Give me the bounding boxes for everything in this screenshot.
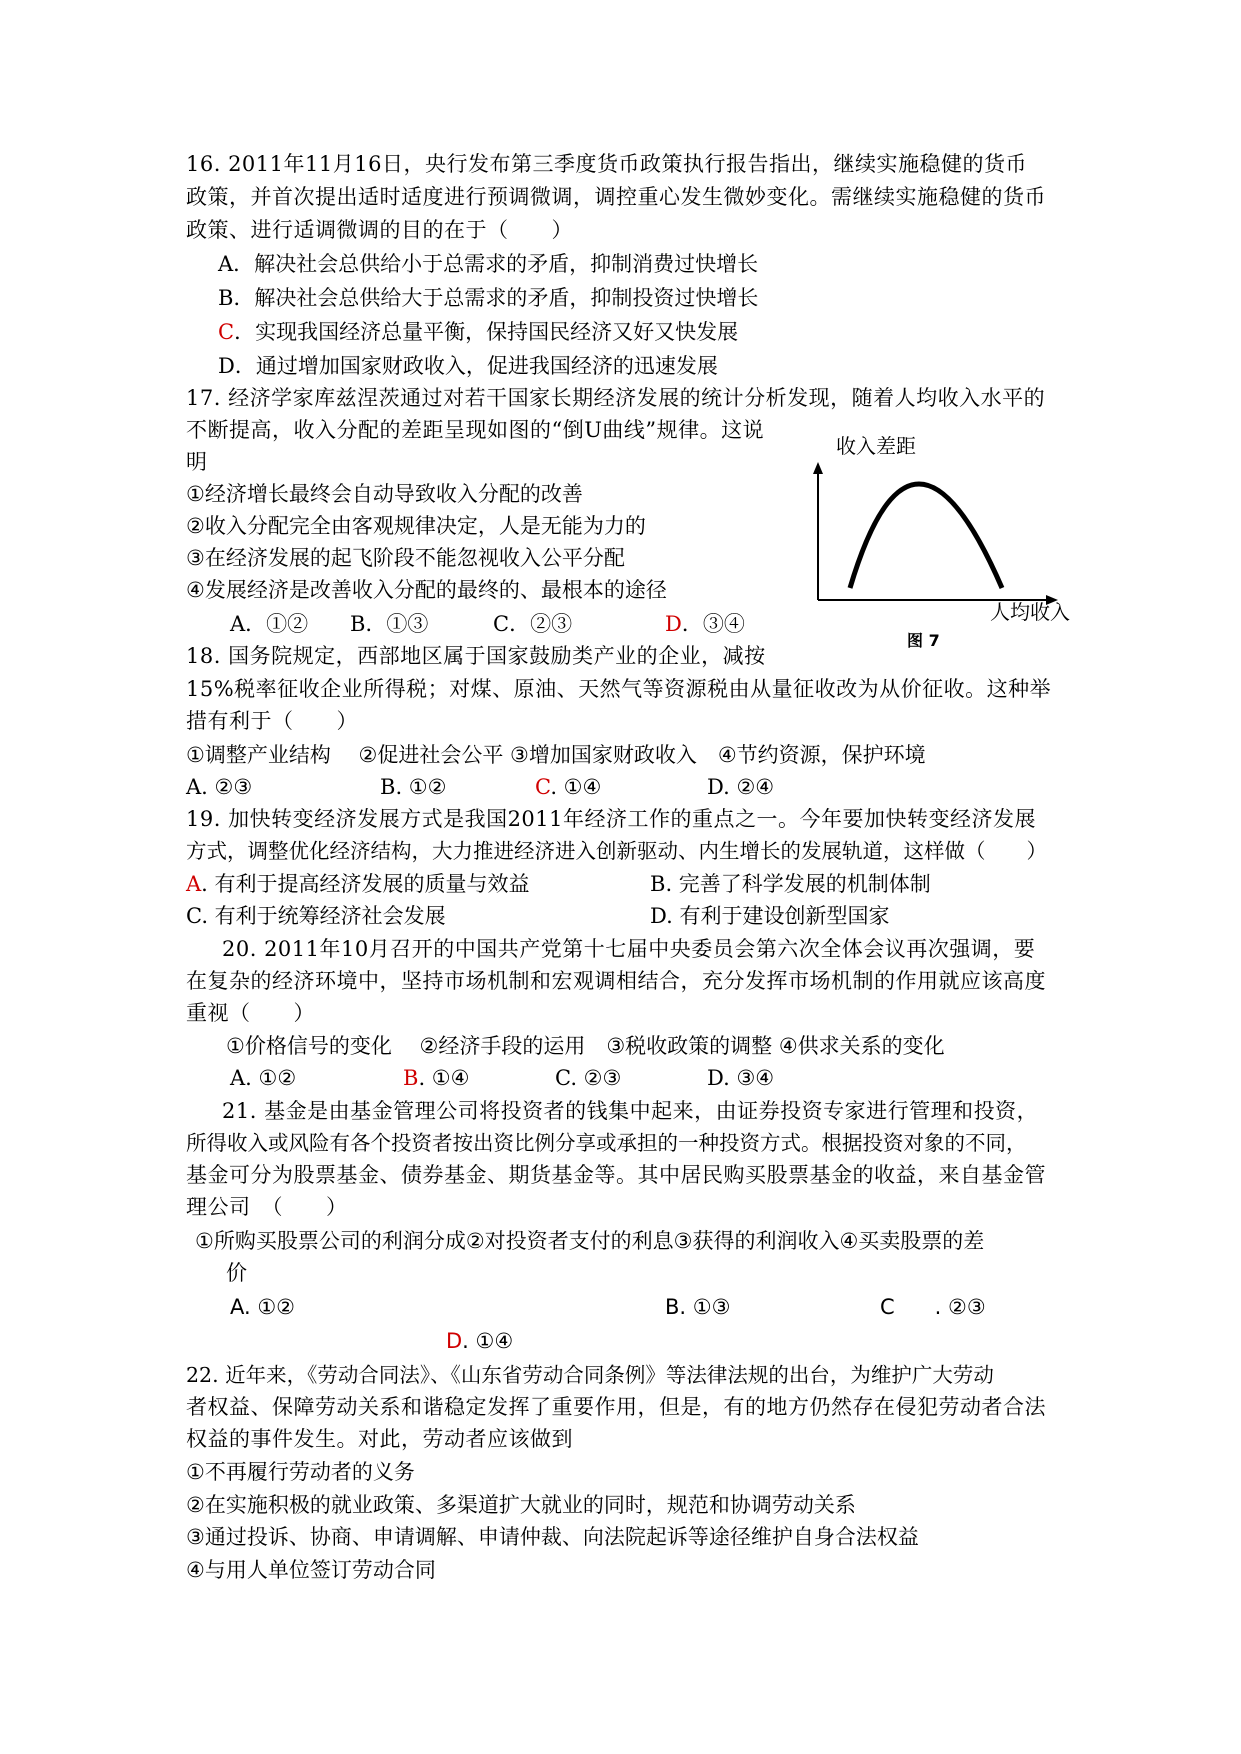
q19-option-b — [650, 868, 931, 900]
option-text: . ①② — [244, 1295, 296, 1319]
q18-statements: ①调整产业结构 ②促进社会公平 ③增加国家财政收入 ④节约资源，保护环境 — [186, 743, 926, 767]
q17-statement-1: ①经济增长最终会自动导致收入分配的改善 — [186, 482, 583, 506]
option-text: . 有利于提高经济发展的质量与效益 — [201, 872, 530, 896]
q16-option-c — [218, 316, 738, 348]
x-axis-label: 人均收入 — [990, 600, 1070, 624]
option-letter: D — [218, 354, 235, 378]
q21-statements-line-2: 价 — [226, 1261, 247, 1285]
q19-option-d — [650, 900, 889, 932]
option-letter: A — [186, 775, 202, 799]
q16-stem-line-1: 16. 2011年11月16日，央行发布第三季度货币政策执行报告指出，继续实施稳健的货币 — [186, 152, 1027, 176]
q22-statement-4: ④与用人单位签订劳动合同 — [186, 1558, 436, 1582]
q22-stem-line-2: 者权益、保障劳动关系和谐稳定发挥了重要作用，但是，有的地方仍然存在侵犯劳动者合法 — [186, 1395, 1046, 1419]
q17-option-c — [493, 608, 572, 640]
q20-option-b — [403, 1062, 469, 1094]
q17-statement-3: ③在经济发展的起飞阶段不能忽视收入公平分配 — [186, 546, 625, 570]
q16-option-d — [218, 350, 718, 382]
q22-stem-line-3: 权益的事件发生。对此，劳动者应该做到 — [186, 1427, 573, 1451]
q18-option-a — [186, 771, 252, 803]
option-letter: A — [230, 1295, 244, 1319]
option-text: . ③④ — [723, 1066, 775, 1090]
q21-option-c — [880, 1291, 986, 1323]
option-text: . ①④ — [550, 775, 602, 799]
option-text: ．②③ — [509, 612, 573, 636]
option-letter: C — [880, 1295, 895, 1319]
option-letter: C — [493, 612, 510, 636]
q19-option-a — [186, 868, 530, 900]
q17-stem-line-1: 17. 经济学家库兹涅茨通过对若干国家长期经济发展的统计分析发现，随着人均收入水平的 — [186, 386, 1046, 410]
figure-caption: 图 7 — [907, 631, 940, 650]
q17-stem-line-3: 明 — [186, 450, 208, 474]
q16-stem-line-3: 政策、进行适调微调的目的在于（ ） — [186, 218, 573, 242]
q17-option-a — [230, 608, 308, 640]
option-text: . ②③ — [570, 1066, 622, 1090]
q22-statement-3: ③通过投诉、协商、申请调解、申请仲裁、向法院起诉等途径维护自身合法权益 — [186, 1525, 919, 1549]
option-text: . ①② — [395, 775, 447, 799]
q22-statement-2: ②在实施积极的就业政策、多渠道扩大就业的同时，规范和协调劳动关系 — [186, 1493, 856, 1517]
q20-stem-line-2: 在复杂的经济环境中，坚持市场机制和宏观调相结合，充分发挥市场机制的作用就应该高度 — [186, 969, 1046, 993]
q21-stem-line-2: 所得收入或风险有各个投资者按出资比例分享或承担的一种投资方式。根据投资对象的不同， — [186, 1131, 1027, 1155]
option-letter-answer: C — [218, 320, 235, 344]
option-letter: B — [380, 775, 396, 799]
q21-statements-line-1: ①所购买股票公司的利润分成②对投资者支付的利息③获得的利润收入④买卖股票的差 — [195, 1229, 985, 1253]
q17-statement-4: ④发展经济是改善收入分配的最终的、最根本的途径 — [186, 578, 667, 602]
q18-stem-line-2: 15%税率征收企业所得税；对煤、原油、天然气等资源税由从量征收改为从价征收。这种举 — [186, 677, 1052, 701]
q18-option-b — [380, 771, 446, 803]
option-text: . ①④ — [462, 1329, 514, 1353]
option-letter-answer: D — [446, 1329, 463, 1353]
option-text: ．解决社会总供给大于总需求的矛盾，抑制投资过快增长 — [233, 286, 759, 310]
q18-option-d — [707, 771, 774, 803]
q20-option-d — [707, 1062, 774, 1094]
option-letter: D — [707, 775, 724, 799]
q21-stem-line-4: 理公司 （ ） — [186, 1195, 348, 1219]
y-axis-arrow — [813, 462, 823, 474]
q19-option-c — [186, 900, 446, 932]
option-text: . ②③ — [201, 775, 253, 799]
inverted-u-curve — [850, 484, 1002, 588]
option-letter: A — [230, 612, 246, 636]
q21-option-d — [446, 1325, 513, 1357]
option-letter: A — [230, 1066, 246, 1090]
q20-option-c — [555, 1062, 621, 1094]
option-text: ．③④ — [681, 612, 745, 636]
option-text: ．①③ — [365, 612, 429, 636]
option-text: . 有利于统筹经济社会发展 — [201, 904, 446, 928]
figure-7 — [812, 434, 1077, 650]
q21-option-b — [665, 1291, 730, 1323]
option-text: . 有利于建设创新型国家 — [666, 904, 890, 928]
option-letter: B — [350, 612, 366, 636]
option-text: . ①④ — [418, 1066, 470, 1090]
option-text: ．解决社会总供给小于总需求的矛盾，抑制消费过快增长 — [233, 252, 759, 276]
q16-option-b — [218, 282, 758, 314]
option-letter: D — [707, 1066, 724, 1090]
option-letter-answer: B — [403, 1066, 419, 1090]
option-letter-answer: D — [665, 612, 682, 636]
option-letter: C — [555, 1066, 571, 1090]
q21-stem-line-1: 21. 基金是由基金管理公司将投资者的钱集中起来，由证券投资专家进行管理和投资， — [222, 1099, 1039, 1123]
q20-statements: ①价格信号的变化 ②经济手段的运用 ③税收政策的调整 ④供求关系的变化 — [226, 1034, 945, 1058]
q19-stem-line-2: 方式，调整优化经济结构，大力推进经济进入创新驱动、内生增长的发展轨道，这样做（ ） — [186, 839, 1047, 863]
q17-stem-line-2: 不断提高，收入分配的差距呈现如图的“倒U曲线”规律。这说 — [186, 418, 765, 442]
q17-option-d — [665, 608, 745, 640]
q17-statement-2: ②收入分配完全由客观规律决定，人是无能为力的 — [186, 514, 646, 538]
option-text: . 完善了科学发展的机制体制 — [665, 872, 931, 896]
option-text: . ①② — [245, 1066, 297, 1090]
q22-stem-line-1: 22. 近年来，《劳动合同法》、《山东省劳动合同条例》等法律法规的出台，为维护广大劳动 — [186, 1363, 994, 1387]
q20-option-a — [230, 1062, 296, 1094]
q18-stem-line-1: 18. 国务院规定，西部地区属于国家鼓励类产业的企业，减按 — [186, 644, 766, 668]
q18-stem-line-3: 措有利于（ ） — [186, 709, 358, 733]
option-letter-answer: C — [535, 775, 551, 799]
option-letter-answer: A — [186, 872, 202, 896]
q22-statement-1: ①不再履行劳动者的义务 — [186, 1460, 415, 1484]
y-axis-label: 收入差距 — [836, 434, 916, 458]
option-letter: A — [218, 252, 234, 276]
option-letter: C — [186, 904, 202, 928]
option-text: ．实现我国经济总量平衡，保持国民经济又好又快发展 — [234, 320, 739, 344]
q17-option-b — [350, 608, 428, 640]
q19-stem-line-1: 19. 加快转变经济发展方式是我国2011年经济工作的重点之一。今年要加快转变经济发展 — [186, 807, 1037, 831]
q21-stem-line-3: 基金可分为股票基金、债券基金、期货基金等。其中居民购买股票基金的收益，来自基金管 — [186, 1163, 1046, 1187]
option-text: . ②④ — [723, 775, 775, 799]
option-letter: D — [650, 904, 667, 928]
q21-option-a — [230, 1291, 295, 1323]
option-text: . ②③ — [934, 1295, 986, 1319]
option-text: ．通过增加国家财政收入，促进我国经济的迅速发展 — [234, 354, 718, 378]
option-letter: B — [218, 286, 234, 310]
q16-option-a — [218, 248, 758, 280]
q20-stem-line-1: 20. 2011年10月召开的中国共产党第十七届中央委员会第六次全体会议再次强调，要 — [222, 937, 1036, 961]
option-letter: B — [650, 872, 666, 896]
option-text: . ①③ — [679, 1295, 731, 1319]
option-text: ．①② — [245, 612, 309, 636]
q16-stem-line-2: 政策，并首次提出适时适度进行预调微调，调控重心发生微妙变化。需继续实施稳健的货币 — [186, 185, 1046, 209]
option-letter: B — [665, 1295, 680, 1319]
q18-option-c — [535, 771, 601, 803]
q20-stem-line-3: 重视（ ） — [186, 1001, 315, 1025]
